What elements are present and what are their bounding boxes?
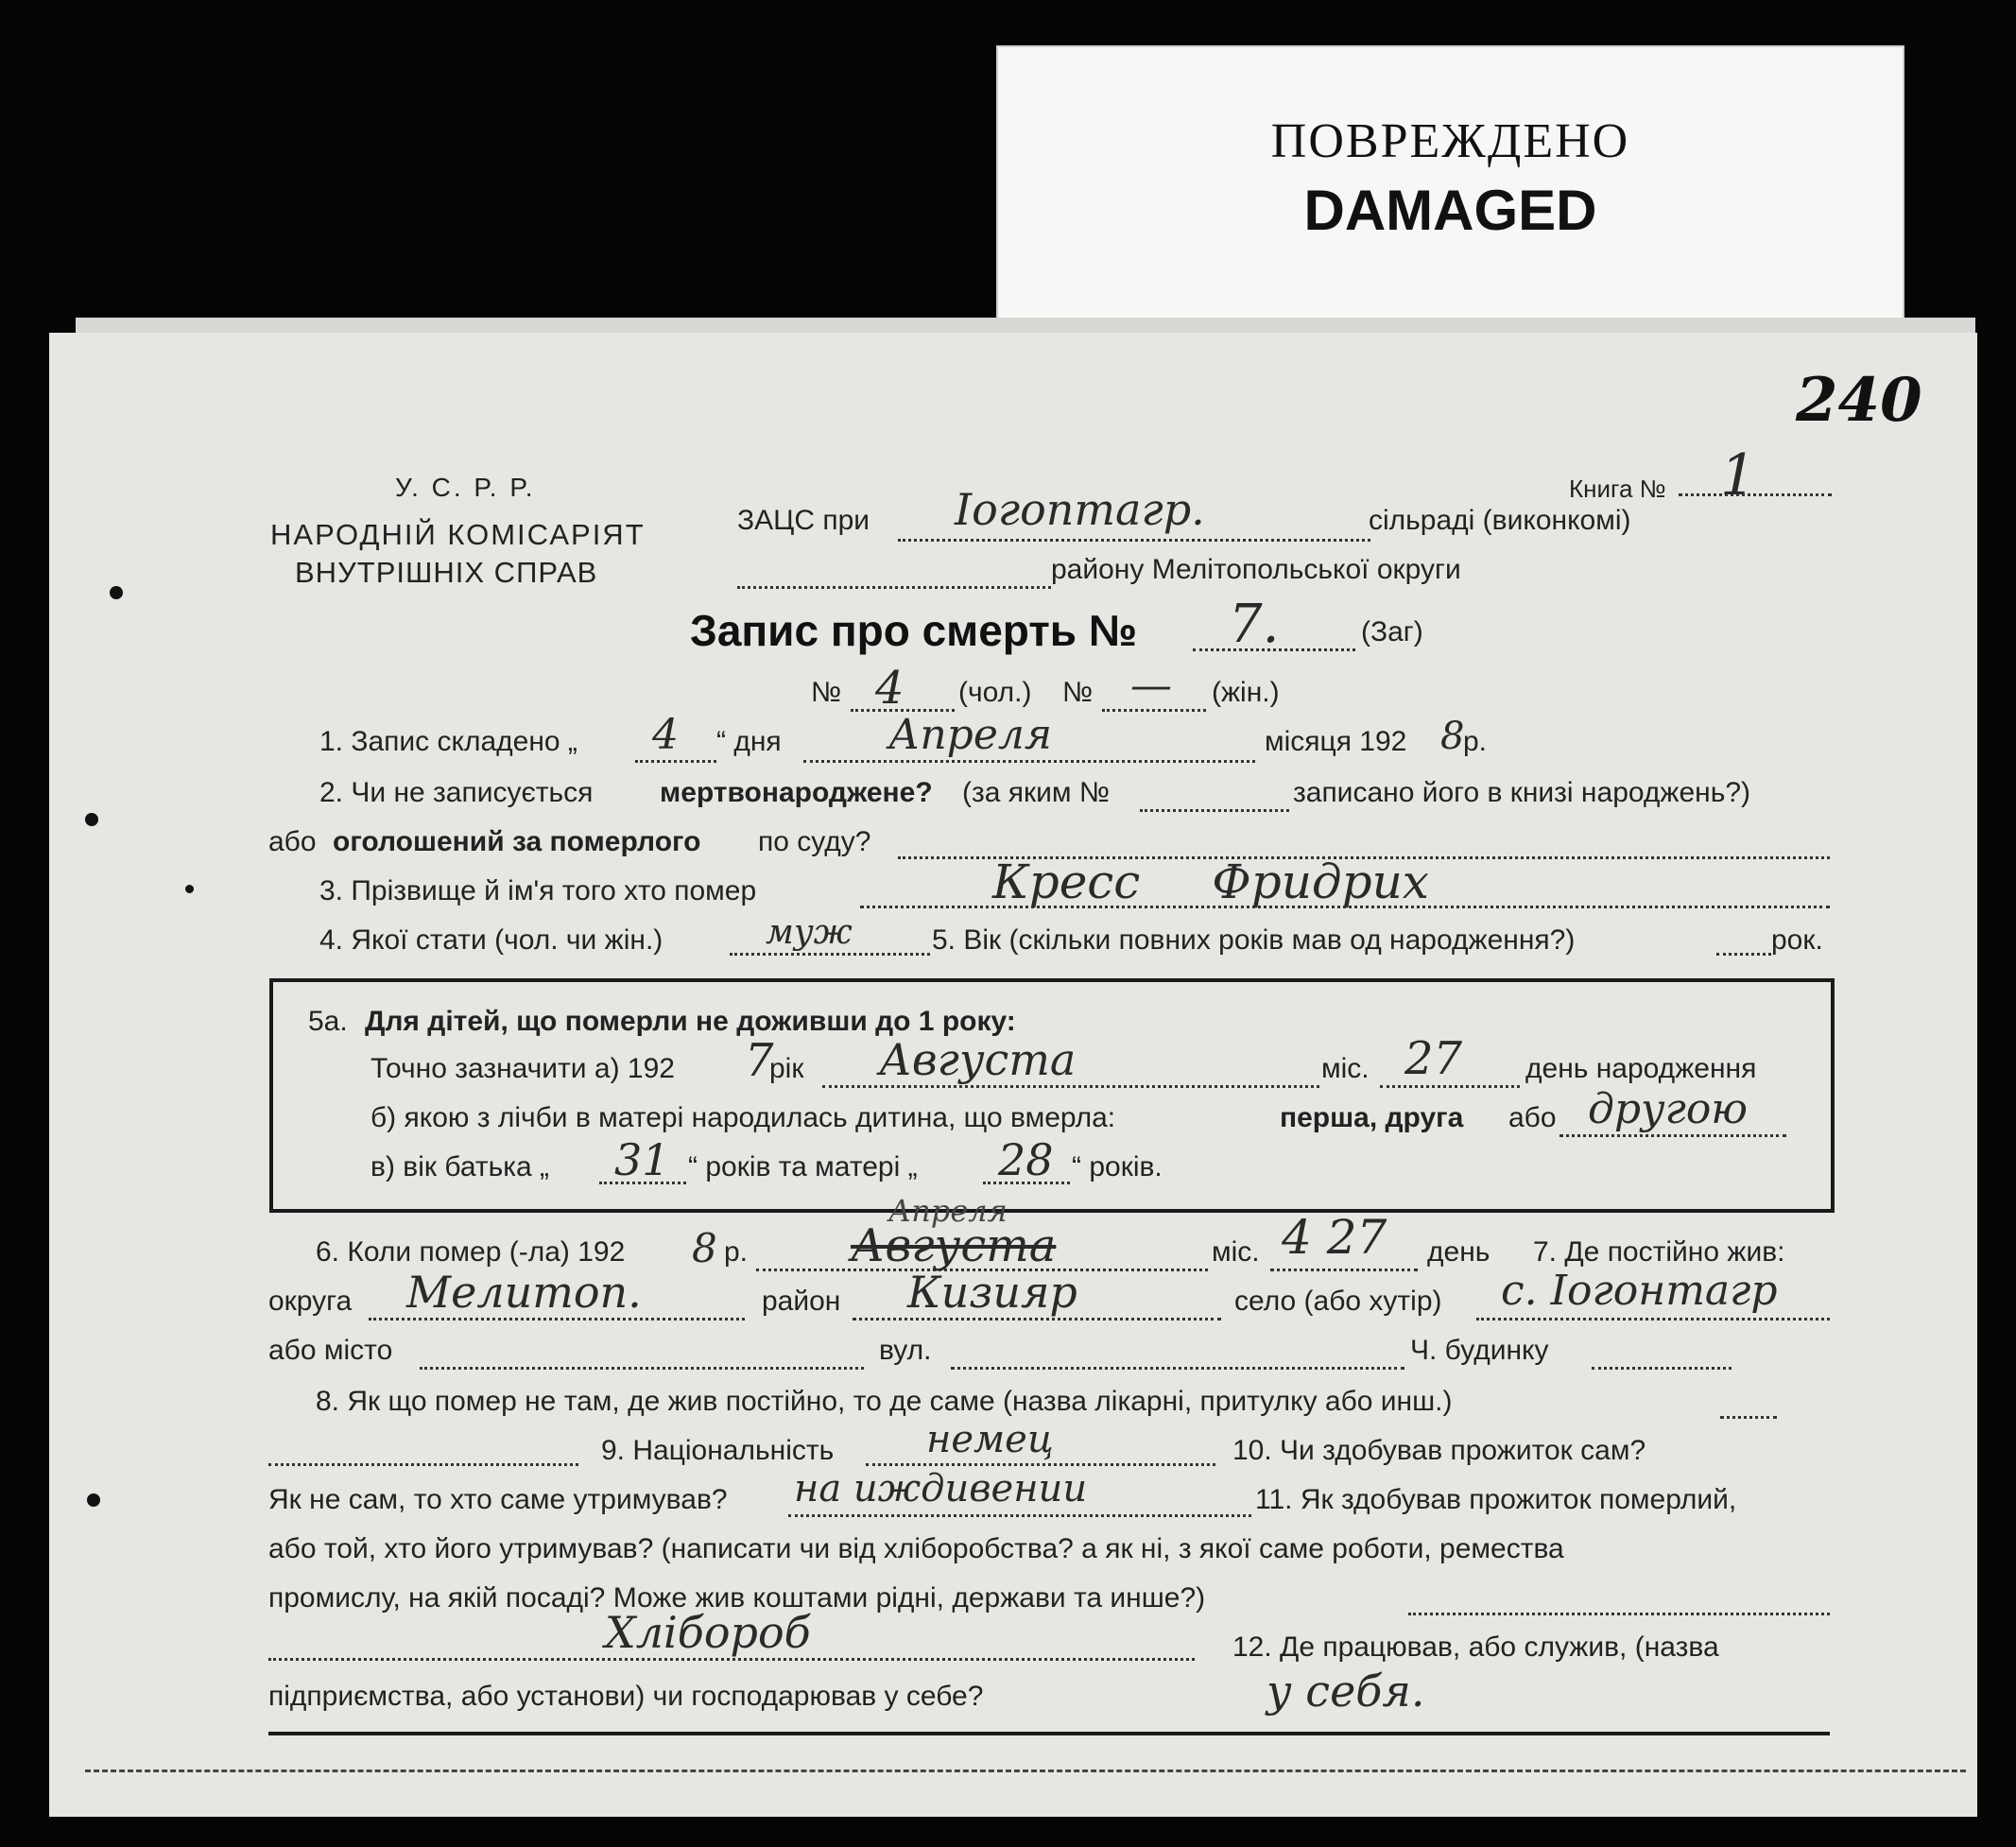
damaged-stamp-card (996, 45, 1904, 337)
field9-label: 9. Національність (601, 1435, 835, 1466)
field5-label: 5. Вік (скільки повних років мав од народження?) (932, 924, 1576, 956)
field2-label-e: або (268, 826, 317, 857)
field2-number-line (1140, 809, 1289, 812)
field4-label: 4. Якої стати (чол. чи жін.) (319, 924, 663, 956)
field11-line-2 (268, 1658, 1195, 1661)
field7-selo-value: с. Іогонтагр (1501, 1267, 1778, 1315)
field10-value: на иждивении (794, 1467, 1088, 1510)
field1-month-line (803, 760, 1255, 763)
republic-label: У. С. Р. Р. (395, 473, 536, 502)
book-label: Книга № (1569, 475, 1666, 503)
field1-label-a: 1. Запис складено „ (319, 726, 577, 757)
field5a-order-value: другою (1588, 1085, 1749, 1133)
field2-label-declared: оголошений за померлого (333, 826, 701, 857)
field5a-year-value: 7 (745, 1034, 774, 1087)
field1-day-line (635, 760, 716, 763)
field10-label-b: Як не сам, то хто саме утримував? (268, 1484, 728, 1515)
field2-label-d: записано його в книзі народжень?) (1293, 777, 1751, 808)
field5a-label-j: “ років. (1072, 1151, 1163, 1182)
field5a-day-line (1380, 1085, 1520, 1088)
field12-label-a: 12. Де працював, або служив, (назва (1232, 1631, 1719, 1663)
commissariat-line2: ВНУТРІШНІХ СПРАВ (295, 556, 598, 589)
zags-suffix: сільраді (виконкомі) (1369, 505, 1631, 536)
field5a-month-line (822, 1085, 1319, 1088)
field6-day-line (1270, 1269, 1418, 1271)
field2-label-c: (за яким № (962, 777, 1111, 808)
field12-label-b: підприємства, або установи) чи господарював у себе? (268, 1681, 984, 1712)
field11-label-b: або той, хто його утримував? (написати чи від хліборобства? а як ні, з якої саме роботи, ремества (268, 1533, 1564, 1564)
zags-prefix: ЗАЦС при (737, 505, 870, 536)
field11-value: Хлібороб (605, 1607, 811, 1658)
sheet-tear-edge (85, 1769, 1966, 1774)
male-number-label: № (811, 677, 842, 708)
field6-month-correction: Апреля (888, 1193, 1008, 1229)
field11-label-a: 11. Як здобував прожиток померлий, (1255, 1484, 1737, 1515)
field4-line (730, 953, 930, 956)
field6-label-c: міс. (1212, 1236, 1260, 1268)
field5a-label-c: міс. (1321, 1053, 1370, 1084)
field1-label-d: р. (1463, 726, 1488, 757)
field7-raion-value: Кизияр (907, 1267, 1077, 1318)
field5a-order-line (1559, 1134, 1786, 1137)
field12-value: у себя. (1266, 1666, 1425, 1717)
stamp-line-russian: ПОВРЕЖДЕНО (1270, 114, 1630, 168)
field8-label: 8. Як що помер не там, де жив постійно, то де саме (назва лікарні, притулку або инш.) (316, 1386, 1453, 1417)
field10-line (788, 1514, 1251, 1517)
field1-day-value: 4 (652, 711, 679, 759)
field5a-label-f: перша, друга (1280, 1102, 1464, 1133)
field6-label-d: день (1427, 1236, 1490, 1268)
form-title: Запис про смерть № (690, 606, 1138, 655)
field4-value: муж (766, 913, 853, 952)
field5a-label-h: в) вік батька „ (370, 1151, 550, 1182)
field2-label-g: по суду? (758, 826, 871, 857)
field11-line-1 (1408, 1613, 1830, 1615)
field7-okruga-line (369, 1318, 745, 1321)
field5a-mother-value: 28 (998, 1134, 1054, 1185)
district-suffix: району Мелітопольської округи (1051, 554, 1461, 585)
field7-label: 7. Де постійно жив: (1533, 1236, 1785, 1268)
field2-label-a: 2. Чи не записується (319, 777, 594, 808)
field7-okruga-label: округа (268, 1286, 353, 1317)
field3-label: 3. Прізвище й ім'я того хто помер (319, 875, 757, 906)
field5-suffix: рок. (1771, 924, 1823, 956)
record-number-value: 7. (1229, 594, 1280, 655)
female-number-suffix: (жін.) (1212, 677, 1280, 708)
punch-hole (85, 813, 98, 826)
field7-vul-line (951, 1367, 1404, 1370)
field5a-label-g: або (1508, 1102, 1557, 1133)
field5a-day-value: 27 (1404, 1032, 1463, 1085)
field7-raion-line (853, 1318, 1221, 1321)
field5a-father-value: 31 (614, 1134, 670, 1185)
field7-selo-label: село (або хутір) (1234, 1286, 1442, 1317)
field3-value: Кресс Фридрих (992, 854, 1430, 909)
punch-hole (110, 586, 123, 599)
stamp-line-english: DAMAGED (1303, 179, 1597, 242)
field6-year-value: 8 (692, 1225, 717, 1271)
bottom-rule (268, 1732, 1830, 1735)
field7-misto-label: або місто (268, 1335, 393, 1366)
field6-day-value: 4 27 (1282, 1210, 1387, 1265)
field8-line (268, 1463, 578, 1466)
female-number-label: № (1062, 677, 1094, 708)
field5a-month-value: Августа (879, 1034, 1077, 1085)
zags-village-value: Іогоптагр. (955, 484, 1205, 535)
zags-village-line (898, 539, 1370, 542)
field1-month-value: Апреля (888, 711, 1053, 759)
field1-year-value: 8 (1440, 715, 1465, 758)
field6-label-a: 6. Коли помер (-ла) 192 (316, 1236, 626, 1268)
district-line (737, 586, 1051, 589)
field7-vul-label: вул. (879, 1335, 932, 1366)
field10-label: 10. Чи здобував прожиток сам? (1232, 1435, 1646, 1466)
field5a-number: 5а. (308, 1006, 348, 1037)
female-number-value: — (1130, 662, 1172, 710)
field11-label-c: промислу, на якій посаді? Може жив коштами рідні, держави та инше?) (268, 1582, 1206, 1614)
field9-line (866, 1463, 1215, 1466)
field5a-label-i: “ років та матері „ (688, 1151, 918, 1182)
field7-bud-line (1592, 1367, 1732, 1370)
field5a-label-e: б) якою з лічби в матері народилась дитина, що вмерла: (370, 1102, 1116, 1133)
field7-selo-line (1476, 1318, 1830, 1321)
field9-value: немец (926, 1418, 1054, 1461)
field6-month-value: Августа (851, 1219, 1057, 1272)
record-suffix: (Заг) (1361, 616, 1423, 647)
field7-okruga-value: Мелитоп. (406, 1267, 642, 1318)
field5a-title: Для дітей, що померли не доживши до 1 року: (365, 1006, 1016, 1037)
field6-label-b: р. (724, 1236, 749, 1268)
field7-raion-label: район (762, 1286, 841, 1317)
commissariat-line1: НАРОДНІЙ КОМІСАРІЯТ (270, 518, 646, 551)
field7-bud-label: Ч. будинку (1410, 1335, 1549, 1366)
field2-label-stillborn: мертвонароджене? (660, 777, 933, 808)
field5a-label-d: день народження (1525, 1053, 1757, 1084)
page-number: 240 (1796, 365, 1922, 436)
field5-line (1716, 953, 1771, 956)
punch-hole (87, 1493, 100, 1507)
male-number-value: 4 (875, 662, 905, 715)
field5a-label-b: рік (769, 1053, 804, 1084)
field8-line-end (1720, 1416, 1777, 1419)
punch-hole (185, 885, 194, 893)
male-number-suffix: (чол.) (958, 677, 1032, 708)
field1-label-b: “ дня (716, 726, 782, 757)
field7-misto-line (420, 1367, 864, 1370)
field5a-label-a: Точно зазначити а) 192 (370, 1053, 675, 1084)
book-number-value: 1 (1720, 442, 1757, 509)
field1-label-c: місяця 192 (1265, 726, 1407, 757)
